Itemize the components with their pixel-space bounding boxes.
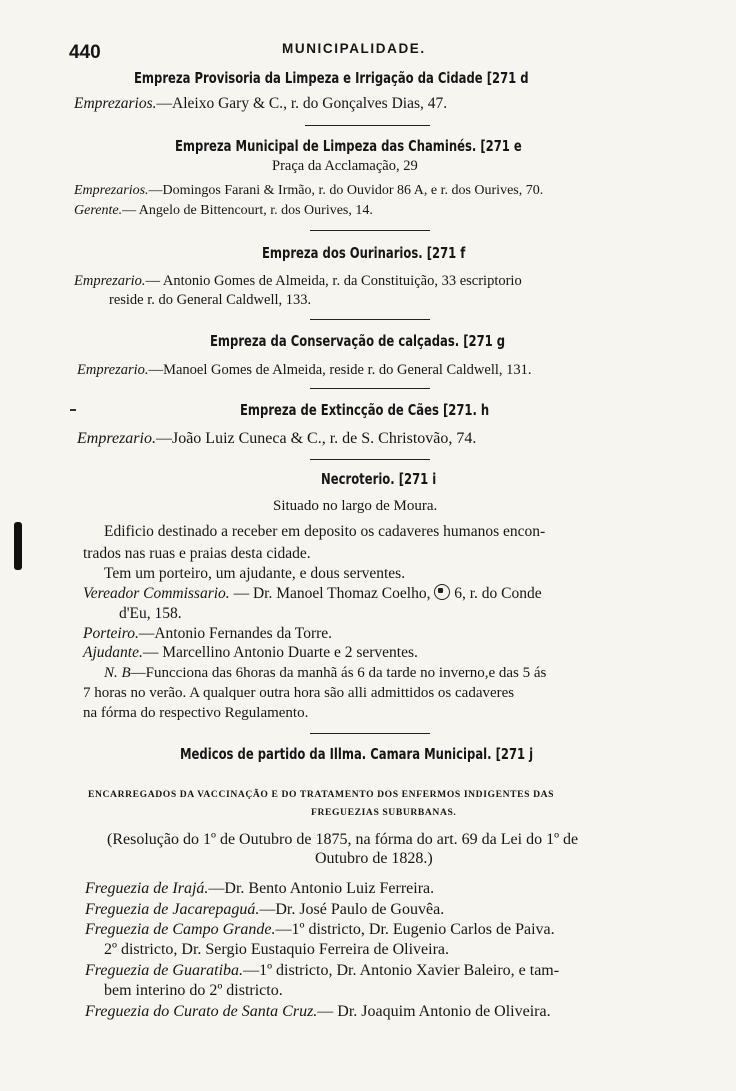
chamines-sub: Praça da Acclamação, 29 bbox=[272, 158, 418, 174]
label: Vereador Commissario. bbox=[83, 585, 230, 602]
text: — Angelo de Bittencourt, r. dos Ourives, 14. bbox=[122, 203, 373, 218]
page-number: 440 bbox=[69, 42, 101, 63]
label: Emprezario. bbox=[74, 273, 146, 289]
medicos-caps-a: ENCARREGADOS DA VACCINAÇÃO E DO TRATAMENTO DOS ENFERMOS INDIGENTES DAS bbox=[88, 789, 555, 800]
necroterio-sub: Situado no largo de Moura. bbox=[273, 498, 438, 514]
label: Freguezia de Guaratiba. bbox=[85, 962, 244, 979]
necroterio-p1b: trados nas ruas e praias desta cidade. bbox=[83, 545, 311, 562]
text: —Manoel Gomes de Almeida, reside r. do General Caldwell, 131. bbox=[148, 362, 532, 378]
text: —João Luiz Cuneca & C., r. de S. Christovão, 74. bbox=[155, 430, 477, 447]
ourinarios-line1 bbox=[74, 272, 522, 290]
text: —Aleixo Gary & C., r. do Gonçalves Dias, 47. bbox=[156, 95, 448, 112]
chamines-line2 bbox=[74, 202, 373, 220]
calcadas-line1 bbox=[77, 361, 532, 379]
porteiro-line bbox=[83, 625, 332, 643]
ajudante-line bbox=[83, 644, 418, 662]
heading-limpeza: Empreza Provisoria da Limpeza e Irrigação da Cidade [271 d bbox=[134, 69, 529, 87]
resolucao-a: (Resolução do 1º de Outubro de 1875, na fórma do art. 69 da Lei do 1º de bbox=[107, 831, 579, 848]
label: Emprezarios. bbox=[74, 183, 149, 198]
label: Freguezia de Jacarepaguá. bbox=[85, 901, 260, 918]
heading-necroterio: Necroterio. [271 i bbox=[321, 470, 437, 488]
necroterio-p2: Tem um porteiro, um ajudante, e dous serventes. bbox=[104, 565, 406, 582]
label: Gerente. bbox=[74, 203, 123, 218]
caes-line1 bbox=[77, 430, 476, 448]
running-title: MUNICIPALIDADE. bbox=[282, 41, 426, 56]
text: —Antonio Fernandes da Torre. bbox=[138, 625, 333, 642]
irajá-line bbox=[85, 880, 434, 898]
chamines-line1 bbox=[74, 182, 543, 200]
campo-grande-2: 2º districto, Dr. Sergio Eustaquio Ferreira de Oliveira. bbox=[104, 941, 450, 958]
heading-medicos: Medicos de partido da Illma. Camara Municipal. [271 j bbox=[180, 745, 534, 763]
label: Emprezario. bbox=[77, 362, 149, 378]
text: —1º districto, Dr. Eugenio Carlos de Paiva. bbox=[275, 921, 555, 938]
text: —Funcciona das 6horas da manhã ás 6 da tarde no inverno,e das 5 ás bbox=[130, 665, 547, 681]
label: Porteiro. bbox=[83, 625, 139, 642]
text: —1º districto, Dr. Antonio Xavier Baleiro, e tam- bbox=[243, 962, 560, 979]
resolucao-b: Outubro de 1828.) bbox=[315, 850, 433, 867]
limpeza-line bbox=[74, 95, 447, 113]
text: —Dr. Bento Antonio Luiz Ferreira. bbox=[208, 880, 435, 897]
heading-calcadas: Empreza da Conservação de calçadas. [271 g bbox=[210, 332, 506, 350]
guaratiba-line bbox=[85, 962, 559, 980]
jacarepagua-line bbox=[85, 901, 444, 919]
divider bbox=[310, 230, 430, 231]
ourinarios-line2: reside r. do General Caldwell, 133. bbox=[109, 292, 312, 308]
divider bbox=[310, 459, 430, 460]
necroterio-p1a: Edificio destinado a receber em deposito os cadaveres humanos encon- bbox=[104, 523, 546, 540]
label: Freguezia de Campo Grande. bbox=[85, 921, 276, 938]
text: — Marcellino Antonio Duarte e 2 serventes. bbox=[142, 644, 418, 661]
stray-mark bbox=[70, 409, 76, 411]
label: N. B bbox=[104, 665, 131, 681]
vereador-cont: d'Eu, 158. bbox=[119, 605, 182, 622]
label: Emprezario. bbox=[77, 430, 156, 447]
label: Ajudante. bbox=[83, 644, 143, 661]
label: Emprezarios. bbox=[74, 95, 157, 112]
nb-line-c: na fórma do respectivo Regulamento. bbox=[83, 705, 309, 721]
divider bbox=[310, 733, 430, 734]
text: — Dr. Joaquim Antonio de Oliveira. bbox=[317, 1003, 551, 1020]
text-tail: 6, r. do Conde bbox=[454, 585, 542, 602]
heading-chamines: Empreza Municipal de Limpeza das Chaminés. [271 e bbox=[175, 137, 522, 155]
divider bbox=[310, 388, 430, 389]
divider bbox=[305, 125, 430, 126]
medicos-caps-b: FREGUEZIAS SUBURBANAS. bbox=[311, 807, 457, 818]
divider bbox=[310, 319, 430, 320]
heading-caes: Empreza de Extincção de Cães [271. h bbox=[240, 401, 490, 419]
text: —Domingos Farani & Irmão, r. do Ouvidor 86 A, e r. dos Ourives, 70. bbox=[148, 183, 544, 198]
text: — Antonio Gomes de Almeida, r. da Constituição, 33 escriptorio bbox=[145, 273, 522, 289]
santa-cruz-line bbox=[85, 1003, 551, 1021]
ink-mark bbox=[14, 522, 22, 570]
vereador-line bbox=[83, 584, 542, 603]
guaratiba-2: bem interino do 2º districto. bbox=[104, 982, 283, 999]
text: —Dr. José Paulo de Gouvêa. bbox=[259, 901, 445, 918]
nb-line-b: 7 horas no verão. A qualquer outra hora são alli admittidos os cadaveres bbox=[83, 685, 515, 701]
heading-ourinarios: Empreza dos Ourinarios. [271 f bbox=[262, 244, 466, 262]
label: Freguezia de Irajá. bbox=[85, 880, 209, 897]
campo-grande-line bbox=[85, 921, 555, 939]
nb-line-a bbox=[104, 664, 546, 682]
emblem-icon bbox=[434, 584, 450, 600]
text: — Dr. Manoel Thomaz Coelho, bbox=[233, 585, 431, 602]
label: Freguezia do Curato de Santa Cruz. bbox=[85, 1003, 318, 1020]
